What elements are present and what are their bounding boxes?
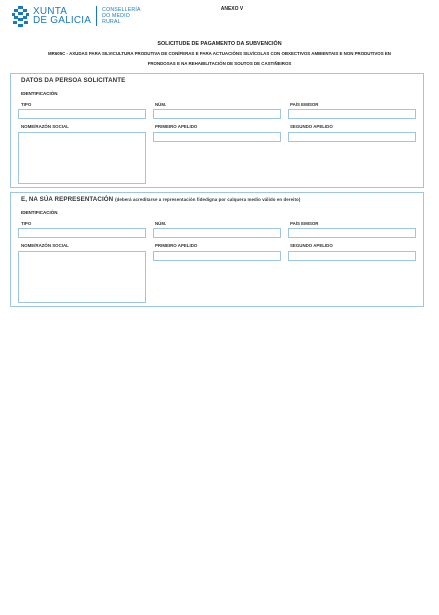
representative-section	[10, 192, 424, 307]
section-note: (deberá acreditarse a representación fidedigna por calquera medio válido en dereito)	[115, 197, 301, 202]
name-label: NOME/RAZÓN SOCIAL	[21, 243, 69, 248]
first-surname-field[interactable]	[153, 251, 281, 261]
tipo-label: TIPO	[21, 221, 32, 226]
section-heading: DATOS DA PERSOA SOLICITANTE	[21, 77, 126, 84]
name-field[interactable]	[18, 132, 146, 184]
document-title: SOLICITUDE DE PAGAMENTO DA SUBVENCIÓN	[157, 41, 282, 47]
applicant-section	[10, 73, 424, 188]
pais-emisor-label: PAÍS EMISOR	[290, 221, 319, 226]
tipo-field[interactable]	[18, 109, 146, 119]
procedure-description: MR605C - AXUDAS PARA SILVICULTURA PRODUTIVA DE CONÍFERAS E PARA ACTUACIÓNS SILVÍCOLAS CON OBXECTIVOS AMBIENTAIS E NON PRODUTIVOS EN FRONDOSAS E NA REHABILITACIÓN DE SOUTOS DE CASTIÑEIROS	[48, 51, 391, 66]
department-name: CONSELLERÍA DO MEDIO RURAL	[102, 7, 141, 25]
pais-emisor-field[interactable]	[288, 109, 416, 119]
num-label: NÚM.	[155, 221, 167, 226]
annex-label: ANEXO V	[220, 6, 244, 12]
tipo-label: TIPO	[21, 102, 32, 107]
tipo-field[interactable]	[18, 228, 146, 238]
pais-emisor-label: PAÍS EMISOR	[290, 102, 319, 107]
first-surname-label: PRIMEIRO APELIDO	[155, 243, 198, 248]
section-heading: E, NA SÚA REPRESENTACIÓN (deberá acreditarse a representación fidedigna por calquera medio válido en dereito)	[21, 196, 301, 203]
name-field[interactable]	[18, 251, 146, 303]
identification-subheading: IDENTIFICACIÓN	[21, 210, 58, 215]
name-label: NOME/RAZÓN SOCIAL	[21, 124, 69, 129]
identification-subheading: IDENTIFICACIÓN	[21, 91, 58, 96]
first-surname-field[interactable]	[153, 132, 281, 142]
pais-emisor-field[interactable]	[288, 228, 416, 238]
num-field[interactable]	[153, 109, 281, 119]
second-surname-field[interactable]	[288, 251, 416, 261]
first-surname-label: PRIMEIRO APELIDO	[155, 124, 198, 129]
num-label: NÚM.	[155, 102, 167, 107]
second-surname-label: SEGUNDO APELIDO	[290, 243, 333, 248]
num-field[interactable]	[153, 228, 281, 238]
xunta-wordmark: XUNTA DE GALICIA	[33, 6, 92, 26]
second-surname-field[interactable]	[288, 132, 416, 142]
second-surname-label: SEGUNDO APELIDO	[290, 124, 333, 129]
